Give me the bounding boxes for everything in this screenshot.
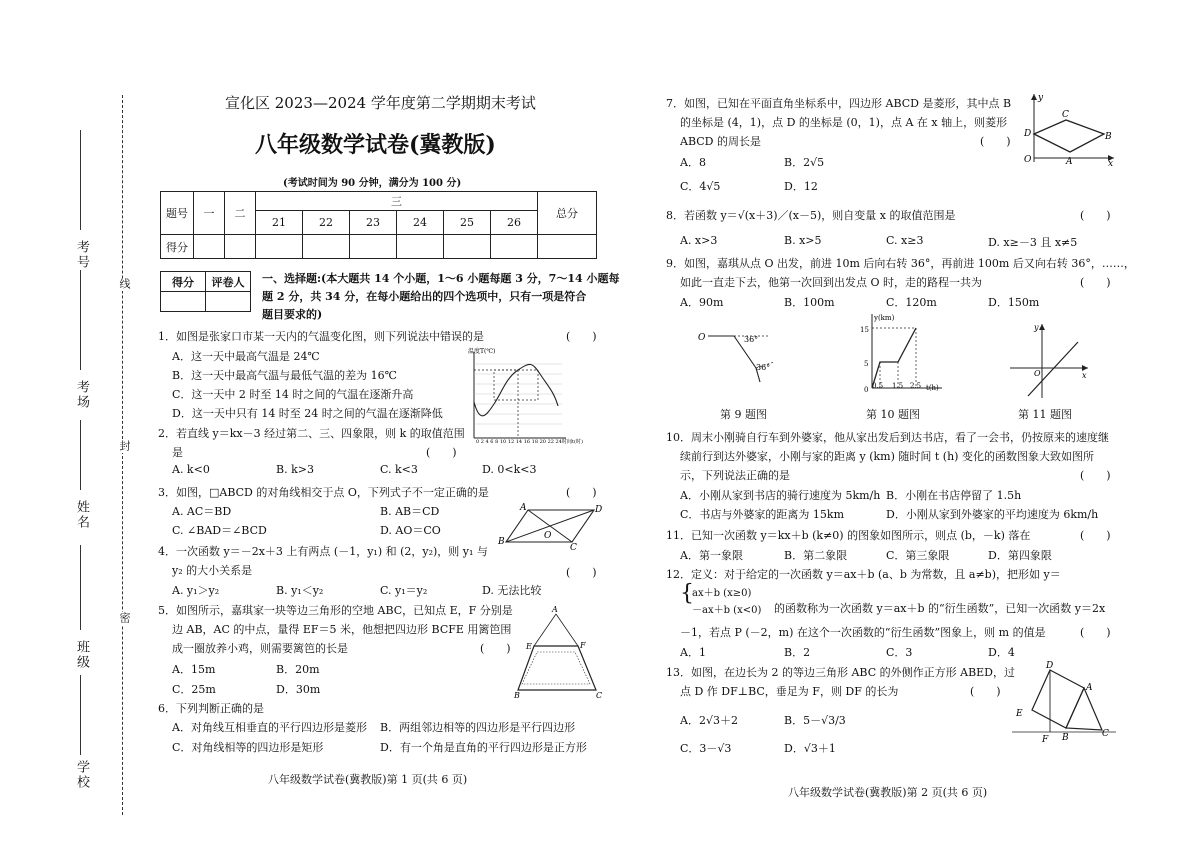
q1-temperature-figure xyxy=(462,344,602,444)
svg-text:O: O xyxy=(1034,369,1041,378)
q5-line3: 成一圈放养小鸡，则需要篱笆的长是 xyxy=(172,642,348,655)
score-num-22: 22 xyxy=(303,211,350,235)
binding-dashed-line xyxy=(122,95,123,815)
q2-option-c: C. k<3 xyxy=(380,463,418,476)
q4-stem-cont: y₂ 的大小关系是 xyxy=(172,564,253,577)
svg-text:O: O xyxy=(1024,155,1032,165)
binding-feng: 封 xyxy=(118,440,131,453)
q13-option-c: C．3－√3 xyxy=(680,742,732,755)
q3-option-c: C. ∠BAD＝∠BCD xyxy=(172,524,267,537)
svg-text:0.5: 0.5 xyxy=(872,382,884,390)
q6-option-c: C．对角线相等的四边形是矩形 xyxy=(172,741,324,754)
svg-text:O: O xyxy=(544,531,552,541)
svg-text:15: 15 xyxy=(860,326,869,334)
section1-line3: 题目要求的) xyxy=(262,308,323,321)
q3-parallelogram-figure xyxy=(498,500,608,552)
q12-line2: 的函数称为一次函数 y＝ax＋b 的“衍生函数”，已知一次函数 y＝2x xyxy=(774,602,1106,615)
q1-fig-ylabel: 温度T(℃) xyxy=(468,348,496,355)
q7-option-d: D．12 xyxy=(784,180,818,193)
q3-answer-box[interactable]: ( ) xyxy=(566,486,597,499)
q3-option-d: D. AO＝CO xyxy=(380,524,441,537)
svg-text:D: D xyxy=(1046,661,1054,671)
binding-name-label: 姓名 xyxy=(74,500,89,530)
binding-class-label: 班级 xyxy=(74,640,89,670)
svg-text:2.5: 2.5 xyxy=(910,382,922,390)
q9-caption: 第 9 题图 xyxy=(720,408,767,421)
binding-number-label: 考号 xyxy=(74,240,89,270)
q9-option-c: C．120m xyxy=(886,296,937,309)
q8-answer-box[interactable]: ( ) xyxy=(1080,209,1111,222)
q3-stem: 3．如图，□ABCD 的对角线相交于点 O，下列式子不一定正确的是 xyxy=(158,486,489,499)
score-cell[interactable] xyxy=(538,235,597,259)
q9-line1: 9．如图，嘉琪从点 O 出发，前进 10m 后向右转 36°，再前进 100m 后又向右转 36°，……， xyxy=(666,257,1135,270)
q11-option-c: C．第三象限 xyxy=(886,549,950,562)
grader-score-label: 得分 xyxy=(161,272,206,292)
svg-text:A: A xyxy=(520,503,527,513)
q11-line-figure xyxy=(1004,318,1094,402)
q5-line2: 边 AB，AC 的中点，量得 EF＝5 米，他想把四边形 BCFE 用篱笆围 xyxy=(172,623,512,636)
score-header-3: 三 xyxy=(256,192,538,211)
q11-answer-box[interactable]: ( ) xyxy=(1080,529,1111,542)
score-num-21: 21 xyxy=(256,211,303,235)
score-cell[interactable] xyxy=(397,235,444,259)
q10-answer-box[interactable]: ( ) xyxy=(1080,469,1111,482)
section1-line1: 一、选择题:(本大题共 14 个小题，1～6 小题每题 3 分，7～14 小题每 xyxy=(262,272,620,285)
svg-text:F: F xyxy=(1042,735,1049,744)
q11-option-d: D．第四象限 xyxy=(988,549,1052,562)
svg-text:E: E xyxy=(1016,709,1023,719)
svg-text:B: B xyxy=(498,537,505,547)
svg-text:36°: 36° xyxy=(756,363,771,372)
binding-room-blank[interactable] xyxy=(80,270,81,370)
binding-name-blank[interactable] xyxy=(80,420,81,490)
section1-line2: 题 2 分，共 34 分，在每小题给出的四个选项中，只有一项是符合 xyxy=(262,290,587,303)
svg-text:F: F xyxy=(580,641,586,650)
q7-option-a: A．8 xyxy=(680,156,706,169)
q7-line3: ABCD 的周长是 xyxy=(680,135,761,148)
q6-stem: 6．下列判断正确的是 xyxy=(158,702,264,715)
q13-answer-box[interactable]: ( ) xyxy=(970,685,1001,698)
q10-graph-figure xyxy=(858,308,948,394)
q2-option-b: B. k>3 xyxy=(276,463,314,476)
score-cell[interactable] xyxy=(303,235,350,259)
q12-piece2: －ax＋b (x<0) xyxy=(692,605,762,616)
q13-square-figure xyxy=(1008,660,1120,744)
score-num-23: 23 xyxy=(350,211,397,235)
q2-stem: 2．若直线 y＝kx－3 经过第二、三、四象限，则 k 的取值范围 xyxy=(158,427,465,440)
q8-option-c: C. x≥3 xyxy=(886,234,924,247)
grader-table xyxy=(160,271,251,312)
score-cell[interactable] xyxy=(491,235,538,259)
q11-option-b: B．第二象限 xyxy=(784,549,848,562)
q1-option-c: C．这一天中 2 时至 14 时之间的气温在逐渐升高 xyxy=(172,388,414,401)
exam-info: (考试时间为 90 分钟，满分为 100 分) xyxy=(283,178,462,189)
svg-text:A: A xyxy=(1086,683,1093,693)
svg-text:t(h): t(h) xyxy=(926,384,939,392)
q12-line3: －1，若点 P (－2，m) 在这个一次函数的“衍生函数”图象上，则 m 的值是 xyxy=(680,626,1046,639)
grader-score-cell[interactable] xyxy=(161,292,206,312)
svg-text:B: B xyxy=(514,691,520,700)
q10-option-b: B．小刚在书店停留了 1.5h xyxy=(886,489,1022,502)
svg-text:O: O xyxy=(698,333,706,343)
q4-stem: 4．一次函数 y＝－2x＋3 上有两点 (－1，y₁) 和 (2，y₂)，则 y₁ 与 xyxy=(158,545,488,558)
q5-option-d: D．30m xyxy=(276,683,321,696)
q2-option-d: D. 0<k<3 xyxy=(482,463,537,476)
q12-option-d: D．4 xyxy=(988,646,1015,659)
score-num-24: 24 xyxy=(397,211,444,235)
q1-stem: 1．如图是张家口市某一天内的气温变化图，则下列说法中错误的是 xyxy=(158,330,484,343)
q1-fig-xlabel: 时间t(时) xyxy=(562,439,583,444)
binding-school-blank[interactable] xyxy=(80,675,81,755)
svg-text:B: B xyxy=(1105,132,1112,142)
q13-option-a: A．2√3＋2 xyxy=(680,714,738,727)
q4-option-c: C. y₁＝y₂ xyxy=(380,584,428,597)
svg-text:x: x xyxy=(1082,371,1087,380)
svg-text:y: y xyxy=(1034,323,1039,332)
score-row-label: 得分 xyxy=(161,235,194,259)
exam-title-line1: 宣化区 2023—2024 学年度第二学期期末考试 xyxy=(225,94,536,112)
q10-option-d: D．小刚从家到外婆家的平均速度为 6km/h xyxy=(886,508,1099,521)
q3-option-b: B. AB＝CD xyxy=(380,505,440,518)
binding-xian: 线 xyxy=(118,278,131,291)
svg-text:A: A xyxy=(1066,157,1073,167)
q1-option-a: A．这一天中最高气温是 24℃ xyxy=(172,350,320,363)
q2-option-a: A. k<0 xyxy=(172,463,210,476)
score-num-25: 25 xyxy=(444,211,491,235)
q4-option-b: B. y₁＜y₂ xyxy=(276,584,324,597)
q5-option-c: C．25m xyxy=(172,683,216,696)
q9-line2: 如此一直走下去，他第一次回到出发点 O 时，走的路程一共为 xyxy=(680,276,983,289)
score-header-1: 一 xyxy=(194,192,225,235)
q2-stem-cont: 是 xyxy=(172,446,183,459)
q5-answer-box[interactable]: ( ) xyxy=(480,642,511,655)
q12-option-b: B．2 xyxy=(784,646,811,659)
q1-answer-box[interactable]: ( ) xyxy=(566,330,597,343)
q2-answer-box[interactable]: ( ) xyxy=(426,446,457,459)
q10-line2: 续前行到达外婆家，小刚与家的距离 y (km) 随时间 t (h) 变化的函数图象大致如图所 xyxy=(680,450,1094,463)
q10-line3: 示，下列说法正确的是 xyxy=(680,469,790,482)
q12-brace: { xyxy=(680,581,694,606)
q4-answer-box[interactable]: ( ) xyxy=(566,566,597,579)
score-header-2: 二 xyxy=(225,192,256,235)
q3-option-a: A. AC＝BD xyxy=(172,505,232,518)
q9-option-b: B．100m xyxy=(784,296,835,309)
q9-option-a: A．90m xyxy=(680,296,724,309)
page1-footer: 八年级数学试卷(冀教版)第 1 页(共 6 页) xyxy=(268,773,468,786)
q7-rhombus-figure xyxy=(1014,90,1118,168)
q10-option-c: C．书店与外婆家的距离为 15km xyxy=(680,508,845,521)
q1-fig-curve xyxy=(474,364,558,415)
svg-text:C: C xyxy=(1062,110,1069,120)
q11-stem: 11．已知一次函数 y＝kx＋b (k≠0) 的图象如图所示，则点 (b，－k) 落在 xyxy=(666,529,1031,542)
q9-option-d: D．150m xyxy=(988,296,1040,309)
q12-option-a: A．1 xyxy=(680,646,706,659)
score-num-26: 26 xyxy=(491,211,538,235)
q8-option-a: A. x>3 xyxy=(680,234,718,247)
q4-option-a: A. y₁＞y₂ xyxy=(172,584,220,597)
q7-answer-box[interactable]: ( ) xyxy=(980,135,1011,148)
binding-number-blank[interactable] xyxy=(80,130,81,230)
q13-option-b: B．5－√3/3 xyxy=(784,714,846,727)
score-cell[interactable] xyxy=(256,235,303,259)
q13-line2: 点 D 作 DF⊥BC，垂足为 F，则 DF 的长为 xyxy=(680,685,899,698)
q12-piece1: ax＋b (x≥0) xyxy=(692,588,752,599)
q9-path-figure xyxy=(690,322,790,392)
score-cell[interactable] xyxy=(444,235,491,259)
q10-line1: 10．周末小刚骑自行车到外婆家，他从家出发后到达书店，看了一会书，仍按原来的速度继 xyxy=(666,431,1109,444)
svg-text:E: E xyxy=(526,642,532,651)
svg-text:36°: 36° xyxy=(744,335,759,344)
svg-text:y: y xyxy=(1038,93,1044,103)
binding-room-label: 考场 xyxy=(74,380,89,410)
q8-stem: 8．若函数 y＝√(x＋3)／(x－5)，则自变量 x 的取值范围是 xyxy=(666,209,956,222)
q10-caption: 第 10 题图 xyxy=(866,408,920,421)
q5-option-b: B．20m xyxy=(276,663,320,676)
svg-text:A: A xyxy=(552,605,558,614)
q11-option-a: A．第一象限 xyxy=(680,549,743,562)
binding-school-label: 学校 xyxy=(74,760,89,790)
svg-text:5: 5 xyxy=(864,360,869,368)
svg-text:C: C xyxy=(596,691,603,700)
score-cell[interactable] xyxy=(194,235,225,259)
q5-line1: 5．如图所示，嘉琪家一块等边三角形的空地 ABC，已知点 E，F 分别是 xyxy=(158,604,513,617)
q4-option-d: D. 无法比较 xyxy=(482,584,542,597)
q7-line2: 的坐标是 (4，1)，点 D 的坐标是 (0，1)，点 A 在 x 轴上，则菱形 xyxy=(680,116,1008,129)
q12-option-c: C．3 xyxy=(886,646,913,659)
q12-answer-box[interactable]: ( ) xyxy=(1080,626,1111,639)
q6-option-d: D．有一个角是直角的平行四边形是正方形 xyxy=(380,741,587,754)
score-header-total: 总分 xyxy=(538,192,597,235)
q11-caption: 第 11 题图 xyxy=(1018,408,1072,421)
svg-text:D: D xyxy=(595,505,603,515)
svg-text:x: x xyxy=(1108,159,1114,168)
score-cell[interactable] xyxy=(350,235,397,259)
q10-option-a: A．小刚从家到书店的骑行速度为 5km/h xyxy=(680,489,881,502)
q1-option-b: B．这一天中最高气温与最低气温的差为 16℃ xyxy=(172,369,397,382)
page2-footer: 八年级数学试卷(冀教版)第 2 页(共 6 页) xyxy=(788,786,988,799)
q13-option-d: D．√3＋1 xyxy=(784,742,836,755)
svg-text:0: 0 xyxy=(864,386,869,394)
svg-text:1.5: 1.5 xyxy=(892,382,904,390)
score-cell[interactable] xyxy=(225,235,256,259)
q12-line1: 12．定义：对于给定的一次函数 y＝ax＋b (a、b 为常数，且 a≠b)，把形如 y＝ xyxy=(666,568,1061,581)
q7-line1: 7．如图，已知在平面直角坐标系中，四边形 ABCD 是菱形，其中点 B xyxy=(666,97,1012,110)
grader-name-cell[interactable] xyxy=(206,292,251,312)
q1-fig-xticks: 0 2 4 6 8 10 12 14 16 18 20 22 24 xyxy=(476,439,562,444)
q8-option-b: B. x>5 xyxy=(784,234,822,247)
q5-fence-figure xyxy=(510,604,605,700)
svg-text:C: C xyxy=(570,543,577,552)
q1-option-d: D．这一天中只有 14 时至 24 时之间的气温在逐渐降低 xyxy=(172,407,443,420)
q6-option-b: B．两组邻边相等的四边形是平行四边形 xyxy=(380,721,576,734)
q13-line1: 13．如图，在边长为 2 的等边三角形 ABC 的外侧作正方形 ABED，过 xyxy=(666,666,1016,679)
q9-answer-box[interactable]: ( ) xyxy=(1080,276,1111,289)
svg-text:B: B xyxy=(1062,733,1069,743)
score-table xyxy=(160,191,597,259)
svg-text:D: D xyxy=(1024,129,1032,139)
q7-option-b: B．2√5 xyxy=(784,156,825,169)
q7-option-c: C．4√5 xyxy=(680,180,721,193)
q5-option-a: A．15m xyxy=(172,663,216,676)
grader-name-label: 评卷人 xyxy=(206,272,251,292)
q8-option-d: D. x≥－3 且 x≠5 xyxy=(988,236,1078,249)
exam-title-main: 八年级数学试卷(冀教版) xyxy=(255,132,496,158)
svg-text:C: C xyxy=(1102,729,1109,739)
svg-text:y(km): y(km) xyxy=(874,314,895,322)
binding-mi: 密 xyxy=(118,612,131,625)
score-header-no: 题号 xyxy=(161,192,194,235)
binding-class-blank[interactable] xyxy=(80,545,81,630)
q6-option-a: A．对角线互相垂直的平行四边形是菱形 xyxy=(172,721,367,734)
